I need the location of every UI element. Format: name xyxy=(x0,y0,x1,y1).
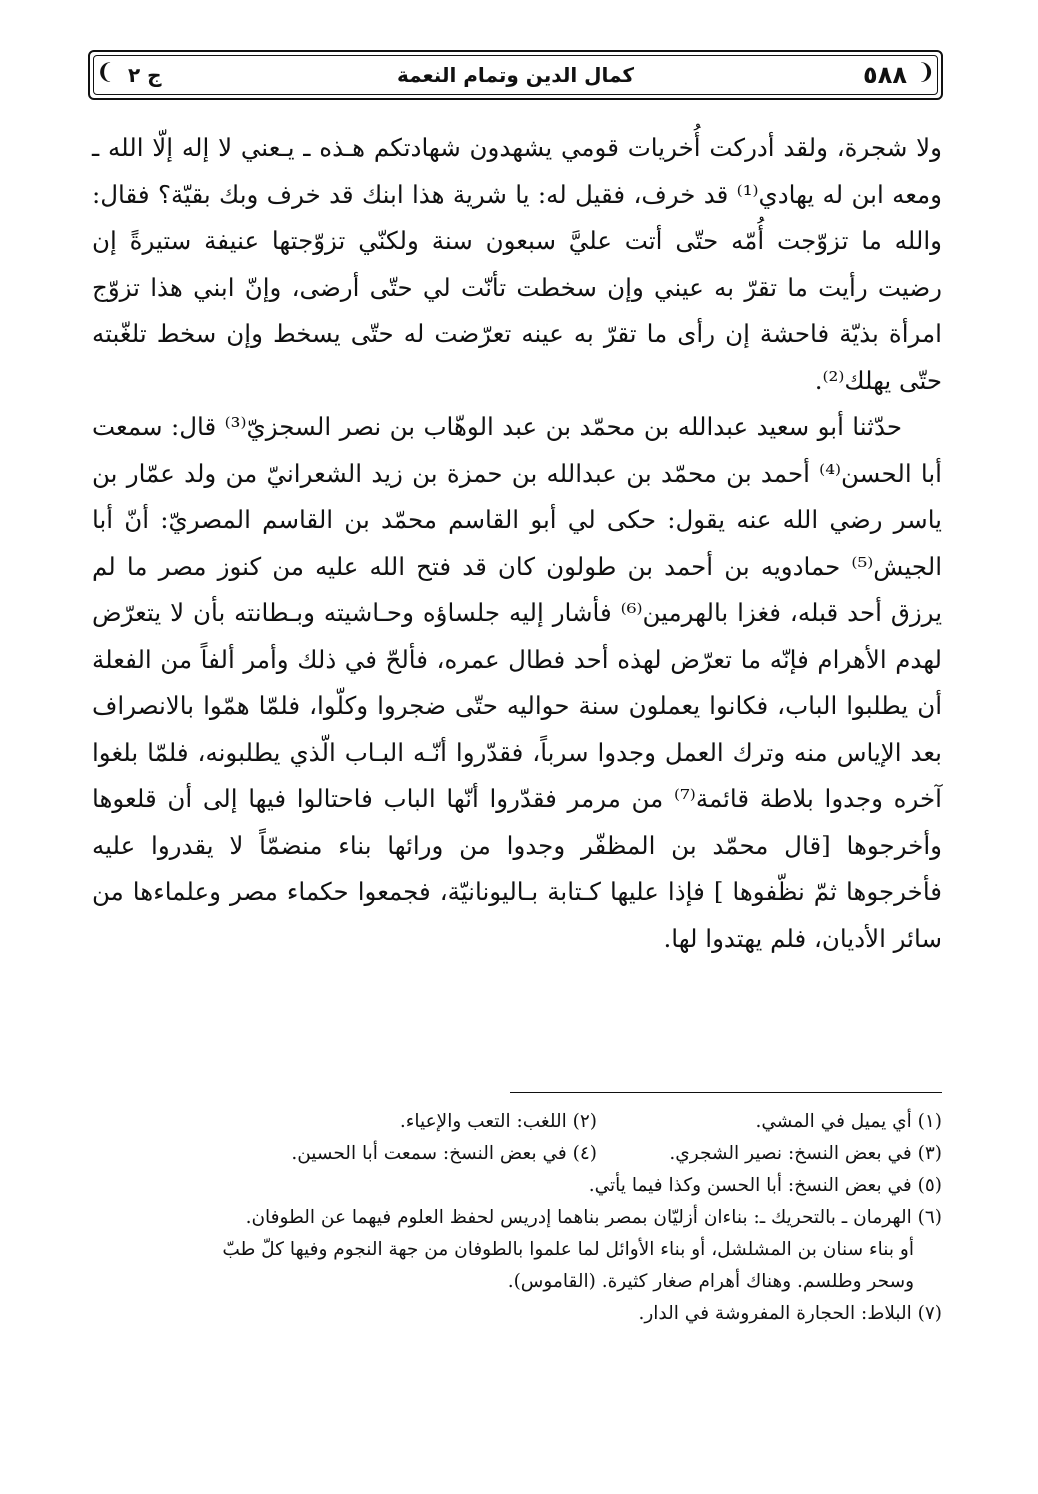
footnote-row-2 xyxy=(92,1138,942,1170)
paragraph-2: حدّثنا أبو سعيد عبدالله بن محمّد بن عبد الوهّاب بن نصر السجزيّ⁽³⁾ قال: سمعت أبا الحسن⁽⁴⁾ أحمد بن محمّد بن عبدالله بن حمزة بن زيد الشعرانيّ من ولد عمّار بن ياسر رضي الله عنه يقول: حكى لي أبو القاسم محمّد بن القاسم المصريّ: أنّ أبا الجيش⁽⁵⁾ حمادويه بن أحمد بن طولون كان قد فتح الله عليه من كنوز مصر ما لم يرزق أحد قبله، فغزا بالهرمين⁽⁶⁾ فأشار إليه جلساؤه وحـاشيته وبـطانته بأن لا يتعرّض لهدم الأهرام فإنّه ما تعرّض لهذه أحد فطال عمره، فألحّ في ذلك وأمر ألفاً من الفعلة أن يطلبوا الباب، فكانوا يعملون سنة حواليه حتّى ضجروا وكلّوا، فلمّا همّوا بالانصراف بعد الإياس منه وترك العمل وجدوا سرباً، فقدّروا أنّـه البـاب الّذي يطلبونه، فلمّا بلغوا آخره وجدوا بلاطة قائمة⁽⁷⁾ من مرمر فقدّروا أنّها الباب فاحتالوا فيها إلى أن قلعوها وأخرجوها [قال محمّد بن المظفّر وجدوا من ورائها بناء منضمّاً لا يقدروا عليه فأخرجوها ثمّ نظّفوها ] فإذا عليها كـتابة بـاليونانيّة، فجمعوا حكماء مصر وعلماءها من سائر الأديان، فلم يهتدوا لها. xyxy=(92,412,943,953)
footnote-3: (٣) في بعض النسخ: نصير الشجري. xyxy=(669,1143,942,1164)
footnote-1: (١) أي يميل في المشي. xyxy=(755,1111,942,1132)
footnote-6-line-2: أو بناء سنان بن المشلشل، أو بناء الأوائل لما علموا بالطوفان من جهة النجوم وفيها كلّ طبّ xyxy=(222,1239,914,1260)
footnote-7: (٧) البلاط: الحجارة المفروشة في الدار. xyxy=(638,1303,942,1324)
footnote-5: (٥) في بعض النسخ: أبا الحسن وكذا فيما يأتي. xyxy=(588,1175,942,1196)
page-header xyxy=(88,50,943,100)
footnote-row-1 xyxy=(92,1106,942,1138)
header-ornament-left-icon: ❩ xyxy=(95,60,115,85)
body-text xyxy=(92,125,942,962)
page-number: ٥٨٨ xyxy=(863,61,907,89)
paragraph-1: ولا شجرة، ولقد أدركت أُخريات قومي يشهدون شهادتكم هـذه ـ يـعني لا إله إلّا الله ـ ومعه ابن له يهادي⁽¹⁾ قد خرف، فقيل له: يا شرية هذا ابنك قد خرف وبك بقيّة؟ فقال: والله ما تزوّجت أُمّه حتّى أتت عليَّ سبعون سنة ولكنّي تزوّجتها عنيفة ستيرةً إن رضيت رأيت ما تقرّ به عيني وإن سخطت تأنّت لي حتّى أرضى، وإنّ ابني هذا تزوّج امرأة بذيّة فاحشة إن رأى ما تقرّ به عينه تعرّضت له حتّى يسخط وإن سخط تلغّبته حتّى يهلك⁽²⁾. xyxy=(92,133,942,395)
footnotes xyxy=(92,1106,942,1330)
book-title: كمال الدين وتمام النعمة xyxy=(396,63,635,87)
header-ornament-right-icon: ❨ xyxy=(916,60,936,85)
volume-label: ج ٢ xyxy=(128,63,162,87)
footnote-4: (٤) في بعض النسخ: سمعت أبا الحسين. xyxy=(291,1143,597,1164)
footnote-6-line-1: (٦) الهرمان ـ بالتحريك ـ: بناءان أزليّان بمصر بناهما إدريس لحفظ العلوم فيهما عن الطوفان. xyxy=(245,1207,942,1228)
footnote-2: (٢) اللغب: التعب والإعياء. xyxy=(399,1111,597,1132)
footnote-separator xyxy=(510,1092,942,1093)
footnote-6-line-3: وسحر وطلسم. وهناك أهرام صغار كثيرة. (القاموس). xyxy=(507,1271,914,1292)
